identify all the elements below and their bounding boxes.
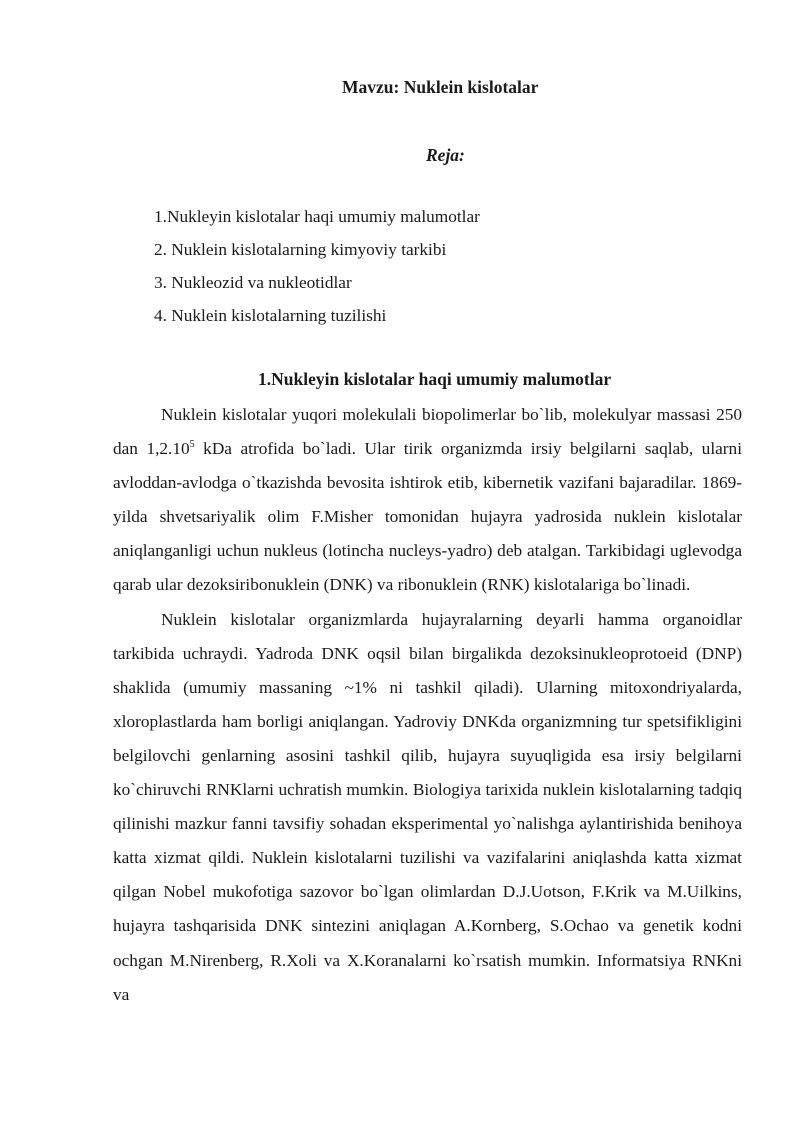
plan-item-3: 3. Nukleozid va nukleotidlar <box>154 273 352 292</box>
plan-label: Reja: <box>426 145 465 165</box>
paragraph-1-start: Nuklein kislotalar yuqori molekulali biopolimerlar bo`lib, molekulyar massasi 250 dan 1,2.10 <box>113 405 742 459</box>
body-text <box>113 398 742 1012</box>
plan-list <box>154 205 480 337</box>
paragraph-2: Nuklein kislotalar organizmlarda hujayralarning deyarli hamma organoidlar tarkibida uchraydi. Yadroda DNK oqsil bilan birgalikda dezoksinukleoprotoeid (DNP) shaklida (umumiy massaning ~1% ni tashkil qiladi). Ularning mitoxondriyalarda, xloroplastlarda ham borligi aniqlangan. Yadroviy DNKda organizmning tur spetsifikligini belgilovchi genlarning asosini tashkil qilib, hujayra suyuqligida esa irsiy belgilarni ko`chiruvchi RNKlarni uchratish mumkin. Biologiya tarixida nuklein kislotalarning tadqiq qilinishi mazkur fanni tavsifiy sohadan eksperimental yo`nalishga aylantirishida benihoya katta xizmat qildi. Nuklein kislotalarni tuzilishi va vazifalarini aniqlashda katta xizmat qilgan Nobel mukofotiga sazovor bo`lgan olimlardan D.J.Uotson, F.Krik va M.Uilkins, hujayra tashqarisida DNK sintezini aniqlagan A.Kornberg, S.Ochao va genetik kodni ochgan M.Nirenberg, R.Xoli va X.Koranalarni ko`rsatish mumkin. Informatsiya RNKni va <box>113 609 742 1004</box>
paragraph-1-rest: kDa atrofida bo`ladi. Ular tirik organizmda irsiy belgilarni saqlab, ularni avloddan-avlodga o`tkazishda bevosita ishtirok etib, kibernetik vazifani bajaradilar. 1869- yilda shvetsariyalik olim F.Misher tomonidan hujayra yadrosida nuklein kislotalar aniqlanganligi uchun nukleus (lotincha nucleys-yadro) deb atalgan. Tarkibidagi uglevodga qarab ular dezoksiribonuklein (DNK) va ribonuklein (RNK) kislotalariga bo`linadi. <box>113 439 742 595</box>
plan-item-2: 2. Nuklein kislotalarning kimyoviy tarkibi <box>154 240 447 259</box>
exponent: 5 <box>189 439 195 451</box>
plan-item-1: 1.Nukleyin kislotalar haqi umumiy malumotlar <box>154 207 480 226</box>
paragraph-1 <box>113 398 742 603</box>
page-title: Mavzu: Nuklein kislotalar <box>342 77 539 97</box>
section-heading: 1.Nukleyin kislotalar haqi umumiy malumotlar <box>258 369 612 389</box>
plan-item-4: 4. Nuklein kislotalarning tuzilishi <box>154 306 387 325</box>
